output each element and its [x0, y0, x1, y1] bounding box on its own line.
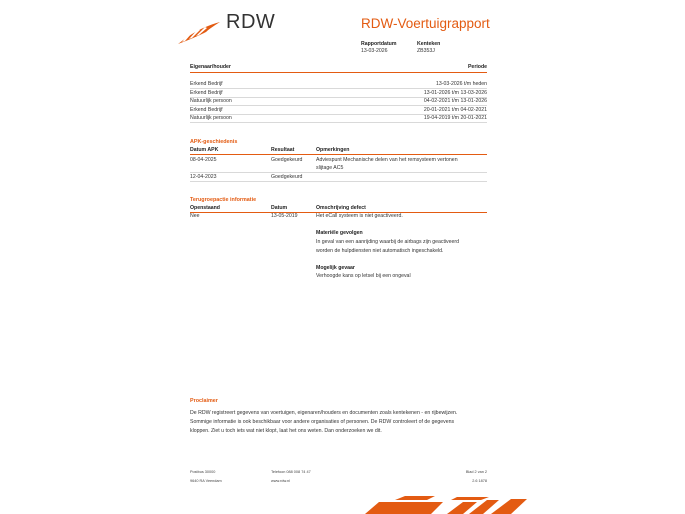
recall-description: Het eCall systeem is niet geactiveerd.	[316, 213, 403, 219]
disclaimer-line-1: De RDW registreert gegevens van voertuigen, eigenaren/houders en documenten zoals kentekenen - en rijbewijzen.	[190, 410, 458, 416]
owner-row-4-owner: Erkend Bedrijf	[190, 107, 223, 113]
danger-text: Verhoogde kans op letsel bij een ongeval	[316, 273, 411, 279]
rdw-logo-icon	[176, 20, 221, 46]
apk-row-divider	[190, 181, 487, 182]
recall-header-date: Datum	[271, 205, 288, 211]
apk-row-1-remark-line-1: Adviespunt Mechanische delen van het remsysteem vertonen	[316, 157, 458, 163]
plate-value: ZB353J	[417, 48, 435, 54]
recall-status: Nee	[190, 213, 200, 219]
owners-header-period: Periode	[467, 64, 487, 70]
danger-title: Mogelijk gevaar	[316, 265, 355, 271]
apk-header-result: Resultaat	[271, 147, 295, 153]
footer-website: www.rdw.nl	[271, 479, 290, 483]
owner-row-1-period: 13-03-2026 t/m heden	[435, 81, 487, 87]
apk-section-title: APK-geschiedenis	[190, 139, 238, 145]
disclaimer-title: Proclaimer	[190, 398, 218, 404]
consequences-line-1: In geval van een aanrijding waarbij de airbags zijn geactiveerd	[316, 239, 460, 245]
apk-header-remarks: Opmerkingen	[316, 147, 350, 153]
owner-row-5-period: 19-04-2019 t/m 20-01-2021	[423, 115, 487, 121]
report-date-value: 13-03-2026	[361, 48, 388, 54]
footer-phone: Telefoon 088 008 74 47	[271, 470, 311, 474]
recall-header-status: Openstaand	[190, 205, 220, 211]
footer-page-number: Blad 2 van 2	[465, 470, 487, 474]
owner-row-divider	[190, 88, 487, 89]
owners-header-rule	[190, 72, 487, 73]
disclaimer-line-2: Sommige informatie is ook beschikbaar voor andere organisaties of personen. De RDW controleert of de gegevens	[190, 419, 455, 425]
apk-header-rule	[190, 154, 487, 155]
footer-address-line-2: 9640 RA Veendam	[190, 479, 222, 483]
recall-section-title: Terugroepactie informatie	[190, 197, 257, 203]
apk-row-divider	[190, 172, 487, 173]
apk-row-1-date: 08-04-2025	[190, 157, 217, 163]
apk-row-1-result: Goedgekeurd	[271, 157, 303, 163]
apk-row-2-result: Goedgekeurd	[271, 174, 303, 180]
consequences-line-2: worden de hulpdiensten niet automatisch ingeschakeld.	[316, 248, 444, 254]
owner-row-divider	[190, 122, 487, 123]
plate-label: Kenteken	[417, 41, 441, 47]
owners-header-owner: Eigenaar/houder	[190, 64, 231, 70]
footer-stripes-graphic	[365, 496, 530, 514]
footer-address-line-1: Postbus 30000	[190, 470, 216, 474]
apk-row-2-date: 12-04-2023	[190, 174, 217, 180]
footer-code: 2.6 1878	[472, 479, 487, 483]
recall-header-desc: Omschrijving defect	[316, 205, 366, 211]
owner-row-2-period: 13-01-2026 t/m 13-03-2026	[423, 90, 487, 96]
report-date-label: Rapportdatum	[361, 41, 397, 47]
document-title: RDW-Voertuigrapport	[361, 16, 490, 31]
apk-header-date: Datum APK	[190, 147, 219, 153]
owner-row-3-owner: Natuurlijk persoon	[190, 98, 232, 104]
owner-row-1-owner: Erkend Bedrijf	[190, 81, 223, 87]
apk-row-1-remark-line-2: slijtage AC5	[316, 165, 344, 171]
recall-date: 13-05-2019	[271, 213, 298, 219]
disclaimer-line-3: kloppen. Ziet u toch iets wat niet klopt, laat het ons weten. Dan onderzoeken we dit.	[190, 428, 382, 434]
owner-row-5-owner: Natuurlijk persoon	[190, 115, 232, 121]
owner-row-3-period: 04-02-2021 t/m 13-01-2026	[423, 98, 487, 104]
owner-row-2-owner: Erkend Bedrijf	[190, 90, 223, 96]
consequences-title: Materiële gevolgen	[316, 230, 363, 236]
owner-row-4-period: 20-01-2021 t/m 04-02-2021	[423, 107, 487, 113]
logo-text: RDW	[226, 11, 276, 33]
owner-row-divider	[190, 105, 487, 106]
